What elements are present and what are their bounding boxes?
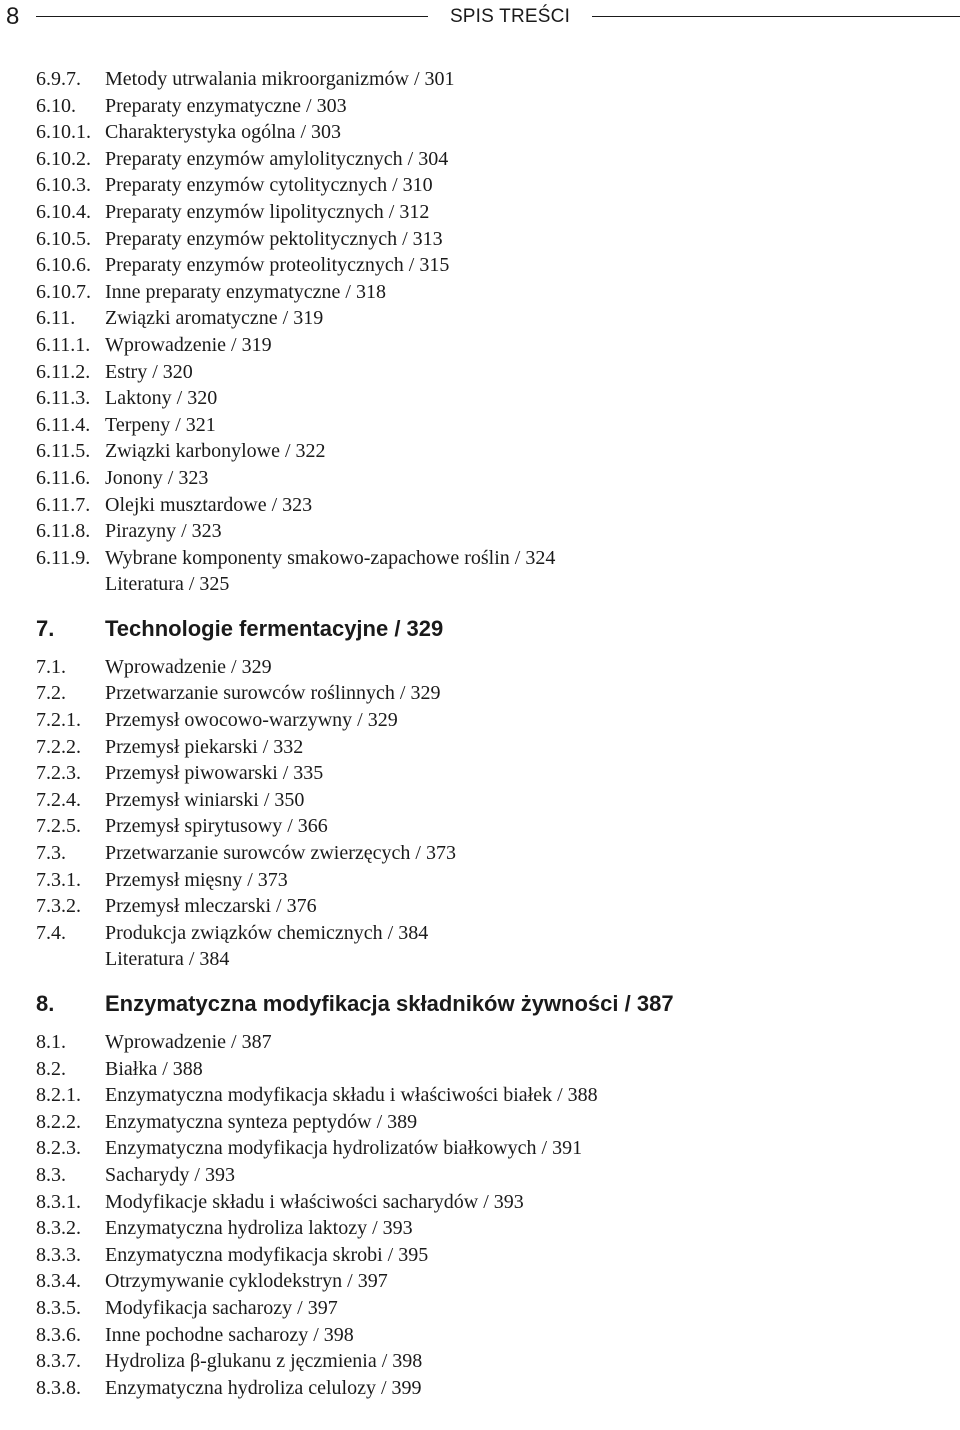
toc-entry-number: 6.10.2.	[36, 147, 91, 170]
toc-entry-title: Pirazyny / 323	[105, 520, 222, 543]
toc-entry-number: 6.10.1.	[36, 121, 91, 144]
chapter-number: 7.	[36, 615, 55, 641]
toc-entry[interactable]	[36, 1162, 936, 1189]
toc-entry[interactable]	[36, 1135, 936, 1162]
toc-entry-number: 8.2.2.	[36, 1110, 81, 1133]
toc-entry[interactable]	[36, 813, 936, 840]
toc-entry-number: 7.2.1.	[36, 709, 81, 732]
toc-entry[interactable]	[36, 492, 936, 519]
toc-entry-number: 6.11.4.	[36, 413, 91, 436]
toc-entry-number: 6.11.9.	[36, 546, 91, 569]
toc-entry-number: 6.11.	[36, 307, 76, 330]
toc-entry[interactable]	[36, 920, 936, 947]
toc-entry-number: 6.10.3.	[36, 174, 91, 197]
toc-entry-title: Wprowadzenie / 319	[105, 333, 272, 356]
toc-entry-number: 7.2.	[36, 682, 66, 705]
toc-entry-title: Jonony / 323	[105, 466, 209, 489]
toc-entry-title: Hydroliza β-glukanu z jęczmienia / 398	[105, 1350, 423, 1373]
toc-entry[interactable]	[36, 787, 936, 814]
toc-entry-title: Enzymatyczna hydroliza celulozy / 399	[105, 1376, 422, 1399]
toc-entry[interactable]	[36, 385, 936, 412]
chapter-title: Enzymatyczna modyfikacja składników żywności / 387	[105, 991, 674, 1016]
toc-entry-number: 6.11.6.	[36, 466, 91, 489]
toc-entry-number: 7.3.	[36, 842, 66, 865]
toc-entry-title: Olejki musztardowe / 323	[105, 493, 313, 516]
toc-entry-title: Otrzymywanie cyklodekstryn / 397	[105, 1270, 388, 1293]
toc-entry-title: Przetwarzanie surowców roślinnych / 329	[105, 682, 441, 705]
toc-entry[interactable]	[36, 119, 936, 146]
toc-entry[interactable]	[36, 1268, 936, 1295]
toc-entry-number: 6.11.8.	[36, 520, 91, 543]
toc-entry[interactable]	[36, 226, 936, 253]
toc-entry-number: 6.10.	[36, 94, 76, 117]
toc-entry[interactable]	[36, 412, 936, 439]
toc-entry-title: Wprowadzenie / 329	[105, 655, 272, 678]
page-number: 8	[6, 3, 20, 30]
header-rule-right	[592, 16, 960, 17]
toc-entry[interactable]	[36, 1348, 936, 1375]
toc-entry-title: Przetwarzanie surowców zwierzęcych / 373	[105, 842, 456, 865]
toc-entry[interactable]	[36, 571, 936, 598]
toc-entry-title: Estry / 320	[105, 360, 193, 383]
toc-entry-number: 6.10.5.	[36, 227, 91, 250]
toc-entry-number: 7.3.2.	[36, 895, 81, 918]
chapter-number: 8.	[36, 991, 55, 1016]
toc-entry-title: Preparaty enzymów proteolitycznych / 315	[105, 254, 450, 277]
toc-entry[interactable]	[36, 1109, 936, 1136]
toc-entry[interactable]	[36, 279, 936, 306]
toc-entry-title: Wprowadzenie / 387	[105, 1031, 272, 1053]
toc-entry[interactable]	[36, 146, 936, 173]
toc-entry[interactable]	[36, 1029, 936, 1056]
toc-entry[interactable]	[36, 199, 936, 226]
toc-entry-number: 8.2.	[36, 1057, 66, 1080]
toc-entry[interactable]	[36, 1215, 936, 1242]
toc-entry-number: 8.1.	[36, 1031, 66, 1053]
toc-entry-number: 8.3.	[36, 1163, 66, 1186]
toc-entry-number: 6.10.4.	[36, 200, 91, 223]
toc-entry-title: Literatura / 325	[105, 573, 230, 596]
toc-entry[interactable]	[36, 734, 936, 761]
toc-entry[interactable]	[36, 1082, 936, 1109]
toc-entry-title: Charakterystyka ogólna / 303	[105, 121, 342, 144]
toc-entry-number: 8.3.2.	[36, 1217, 81, 1240]
toc-entry-title: Sacharydy / 393	[105, 1163, 235, 1186]
toc-entry-number: 8.3.6.	[36, 1323, 81, 1346]
toc-entry[interactable]	[36, 465, 936, 492]
chapter-title: Technologie fermentacyjne / 329	[105, 615, 444, 641]
toc-entry-title: Białka / 388	[105, 1057, 203, 1080]
toc-entry[interactable]	[36, 332, 936, 359]
toc-entry-number: 8.3.7.	[36, 1350, 81, 1373]
toc-entry-number: 6.11.5.	[36, 440, 91, 463]
toc-entry[interactable]	[36, 1056, 936, 1083]
toc-entry-number: 8.3.5.	[36, 1296, 81, 1319]
toc-entry-number: 6.11.1.	[36, 333, 91, 356]
toc-entry-number: 7.2.4.	[36, 788, 81, 811]
toc-entry-title: Produkcja związków chemicznych / 384	[105, 921, 429, 944]
toc-entry-number: 8.3.4.	[36, 1270, 81, 1293]
toc-entry-title: Przemysł spirytusowy / 366	[105, 815, 328, 838]
toc-entry-title: Modyfikacje składu i właściwości sacharydów / 393	[105, 1190, 524, 1213]
toc-entry-title: Enzymatyczna hydroliza laktozy / 393	[105, 1217, 413, 1240]
table-of-contents	[36, 66, 936, 1401]
toc-entry[interactable]	[36, 867, 936, 894]
toc-entry[interactable]	[36, 1242, 936, 1269]
toc-entry-number: 6.11.7.	[36, 493, 91, 516]
toc-entry-title: Enzymatyczna modyfikacja hydrolizatów białkowych / 391	[105, 1137, 583, 1160]
toc-entry-title: Inne preparaty enzymatyczne / 318	[105, 280, 386, 303]
toc-entry-title: Preparaty enzymów amylolitycznych / 304	[105, 147, 449, 170]
toc-entry[interactable]	[36, 760, 936, 787]
toc-entry-title: Przemysł mleczarski / 376	[105, 895, 317, 918]
toc-entry-number: 6.9.7.	[36, 68, 81, 90]
toc-entry-number: 8.2.3.	[36, 1137, 81, 1160]
toc-entry[interactable]	[36, 93, 936, 120]
header-rule-left	[36, 16, 428, 17]
toc-entry[interactable]	[36, 438, 936, 465]
toc-entry[interactable]	[36, 545, 936, 572]
toc-entry-title: Związki karbonylowe / 322	[105, 440, 326, 463]
toc-entry[interactable]	[36, 252, 936, 279]
toc-entry[interactable]	[36, 1295, 936, 1322]
toc-entry-title: Enzymatyczna modyfikacja składu i właściwości białek / 388	[105, 1084, 598, 1107]
chapter-heading[interactable]	[36, 614, 936, 644]
toc-entry-number: 8.3.3.	[36, 1243, 81, 1266]
toc-entry-title: Przemysł owocowo-warzywny / 329	[105, 709, 398, 732]
toc-entry[interactable]	[36, 840, 936, 867]
toc-entry-title: Preparaty enzymów pektolitycznych / 313	[105, 227, 443, 250]
toc-entry-number: 6.11.2.	[36, 360, 91, 383]
toc-entry-title: Przemysł winiarski / 350	[105, 788, 305, 811]
toc-entry-title: Związki aromatyczne / 319	[105, 307, 324, 330]
toc-entry-number: 8.2.1.	[36, 1084, 81, 1107]
toc-entry-title: Preparaty enzymów lipolitycznych / 312	[105, 200, 430, 223]
toc-entry[interactable]	[36, 518, 936, 545]
toc-entry[interactable]	[36, 1375, 936, 1402]
chapter-heading[interactable]	[36, 989, 936, 1019]
toc-entry-title: Literatura / 384	[105, 948, 230, 971]
toc-entry-number: 7.1.	[36, 655, 66, 678]
toc-entry-title: Modyfikacja sacharozy / 397	[105, 1296, 338, 1319]
toc-entry-title: Przemysł mięsny / 373	[105, 868, 288, 891]
toc-entry-number: 8.3.1.	[36, 1190, 81, 1213]
toc-entry[interactable]	[36, 359, 936, 386]
toc-entry-title: Przemysł piwowarski / 335	[105, 762, 324, 785]
toc-entry[interactable]	[36, 946, 936, 973]
toc-entry-title: Preparaty enzymów cytolitycznych / 310	[105, 174, 433, 197]
toc-entry-title: Laktony / 320	[105, 387, 218, 410]
toc-entry[interactable]	[36, 893, 936, 920]
toc-entry-title: Przemysł piekarski / 332	[105, 735, 304, 758]
running-title: SPIS TREŚCI	[449, 6, 571, 27]
toc-entry-number: 6.11.3.	[36, 387, 91, 410]
toc-entry-title: Enzymatyczna modyfikacja skrobi / 395	[105, 1243, 429, 1266]
toc-entry[interactable]	[36, 707, 936, 734]
toc-entry[interactable]	[36, 654, 936, 681]
toc-entry[interactable]	[36, 680, 936, 707]
toc-entry-number: 6.10.6.	[36, 254, 91, 277]
toc-entry[interactable]	[36, 1189, 936, 1216]
toc-entry-number: 7.2.2.	[36, 735, 81, 758]
toc-entry[interactable]	[36, 172, 936, 199]
toc-entry-number: 8.3.8.	[36, 1376, 81, 1399]
toc-entry-title: Terpeny / 321	[105, 413, 216, 436]
toc-entry[interactable]	[36, 66, 936, 93]
toc-entry-number: 7.3.1.	[36, 868, 81, 891]
toc-entry[interactable]	[36, 1322, 936, 1349]
toc-entry[interactable]	[36, 305, 936, 332]
toc-entry-title: Wybrane komponenty smakowo-zapachowe roślin / 324	[105, 546, 556, 569]
toc-entry-title: Inne pochodne sacharozy / 398	[105, 1323, 354, 1346]
page-header	[0, 0, 960, 36]
toc-entry-title: Metody utrwalania mikroorganizmów / 301	[105, 68, 455, 90]
toc-entry-title: Preparaty enzymatyczne / 303	[105, 94, 347, 117]
toc-entry-title: Enzymatyczna synteza peptydów / 389	[105, 1110, 418, 1133]
toc-entry-number: 6.10.7.	[36, 280, 91, 303]
toc-entry-number: 7.4.	[36, 921, 66, 944]
toc-entry-number: 7.2.3.	[36, 762, 81, 785]
toc-entry-number: 7.2.5.	[36, 815, 81, 838]
